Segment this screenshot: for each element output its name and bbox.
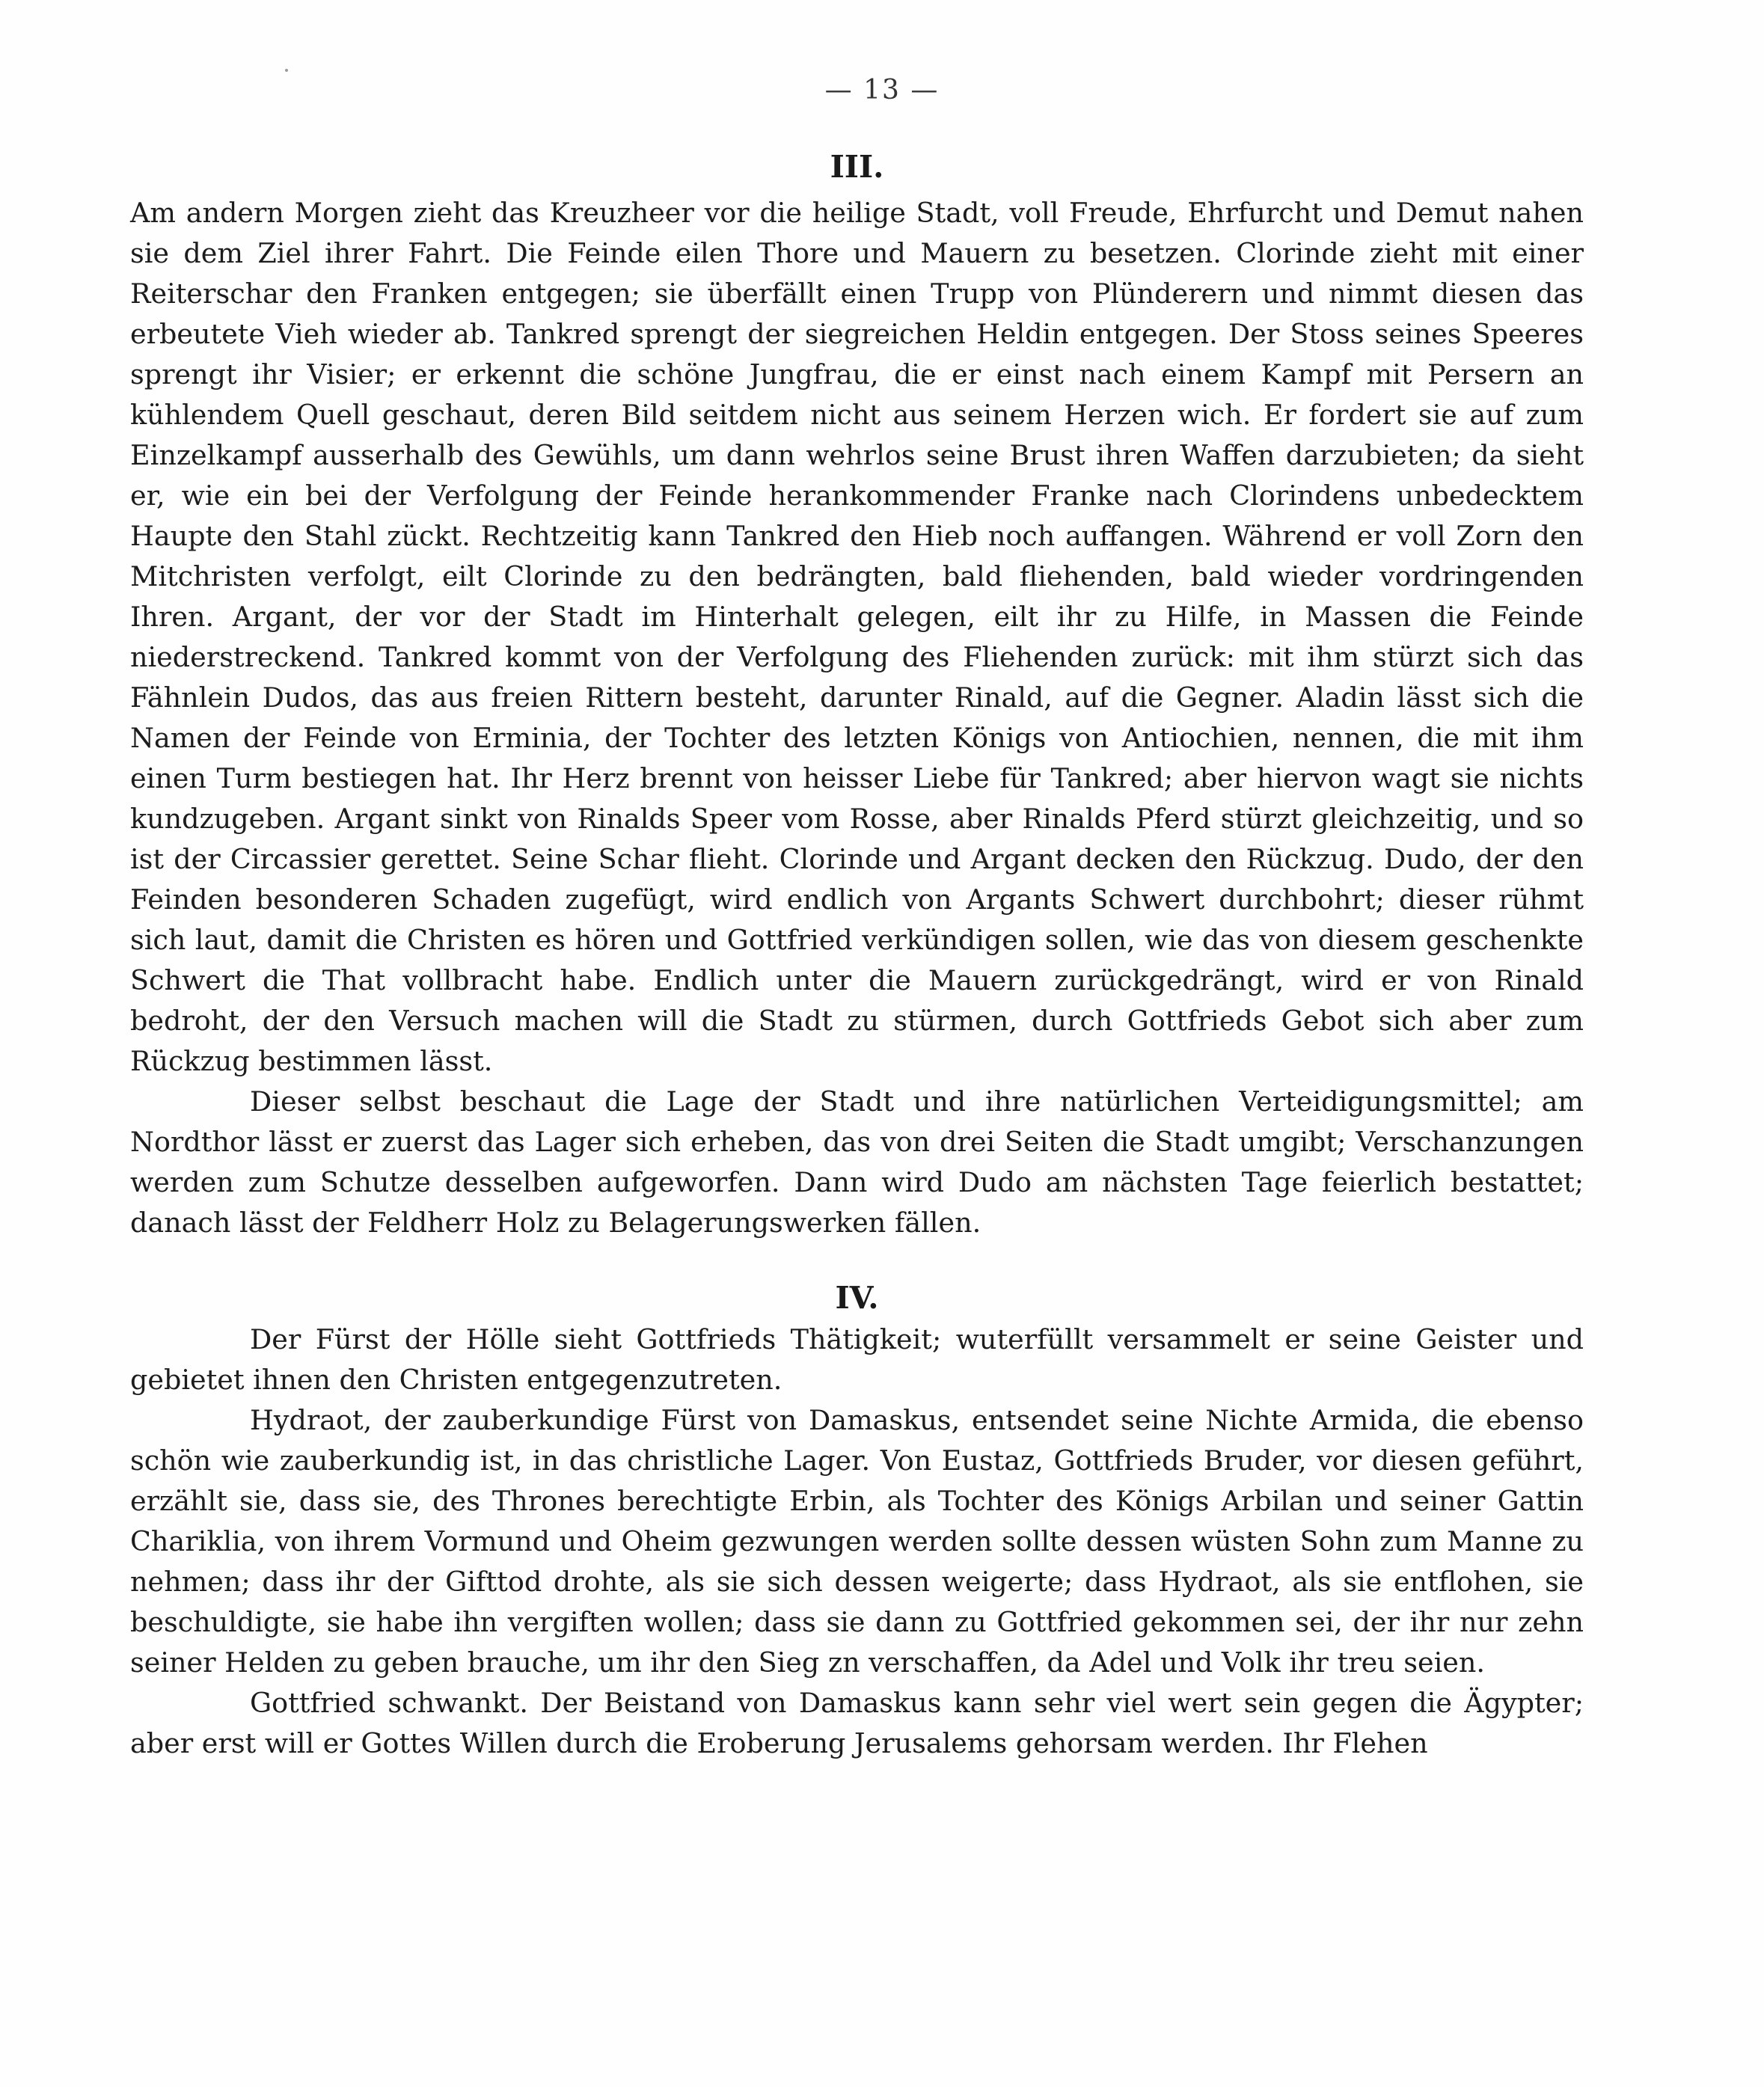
page-number: — 13 — xyxy=(824,75,940,105)
section-heading-iii: III. xyxy=(830,149,884,185)
paragraph-iv-1: Der Fürst der Hölle sieht Gottfrieds Thätigkeit; wuterfüllt versammelt er seine Geister und gebietet ihnen den Christen entgegenzutreten. xyxy=(130,1323,1584,1396)
paragraph-iii-1: Am andern Morgen zieht das Kreuzheer vor die heilige Stadt, voll Freude, Ehrfurcht und Demut nahen sie dem Ziel ihrer Fahrt. Die Feinde eilen Thore und Mauern zu besetzen. Clorinde zieht mit einer Reiterschar den Franken entgegen; sie überfällt einen Trupp von Plünderern und nimmt diesen das erbeutete Vieh wieder ab. Tankred sprengt der siegreichen Heldin entgegen. Der Stoss seines Speeres sprengt ihr Visier; er erkennt die schöne Jungfrau, die er einst nach einem Kampf mit Persern an kühlendem Quell geschaut, deren Bild seitdem nicht aus seinem Herzen wich. Er fordert sie auf zum Einzelkampf ausserhalb des Gewühls, um dann wehrlos seine Brust ihren Waffen darzubieten; da sieht er, wie ein bei der Verfolgung der Feinde herankommender Franke nach Clorindens unbedecktem Haupte den Stahl zückt. Rechtzeitig kann Tankred den Hieb noch auffangen. Während er voll Zorn den Mitchristen verfolgt, eilt Clorinde zu den bedrängten, bald fliehenden, bald wieder vordringenden Ihren. Argant, der vor der Stadt im Hinterhalt gelegen, eilt ihr zu Hilfe, in Massen die Feinde niederstreckend. Tankred kommt von der Verfolgung des Fliehenden zurück: mit ihm stürzt sich das Fähnlein Dudos, das aus freien Rittern besteht, darunter Rinald, auf die Gegner. Aladin lässt sich die Namen der Feinde von Erminia, der Tochter des letzten Königs von Antiochien, nennen, die mit ihm einen Turm bestiegen hat. Ihr Herz brennt von heisser Liebe für Tankred; aber hiervon wagt sie nichts kundzugeben. Argant sinkt von Rinalds Speer vom Rosse, aber Rinalds Pferd stürzt gleichzeitig, und so ist der Circassier gerettet. Seine Schar flieht. Clorinde und Argant decken den Rückzug. Dudo, der den Feinden besonderen Schaden zugefügt, wird endlich von Argants Schwert durchbohrt; dieser rühmt sich laut, damit die Christen es hören und Gottfried verkündigen sollen, wie das von diesem geschenkte Schwert die That vollbracht habe. Endlich unter die Mauern zurückgedrängt, wird er von Rinald bedroht, der den Versuch machen will die Stadt zu stürmen, durch Gottfrieds Gebot sich aber zum Rückzug bestimmen lässt. xyxy=(130,197,1584,1077)
print-speck xyxy=(285,69,288,72)
text-block xyxy=(130,142,1584,1764)
paragraph-iv-3: Gottfried schwankt. Der Beistand von Damaskus kann sehr viel wert sein gegen die Ägypter; aber erst will er Gottes Willen durch die Eroberung Jerusalems gehorsam werden. Ihr Flehen xyxy=(130,1687,1584,1759)
paragraph-iii-2: Dieser selbst beschaut die Lage der Stadt und ihre natürlichen Verteidigungsmittel; am Nordthor lässt er zuerst das Lager sich erheben, das von drei Seiten die Stadt umgibt; Verschanzungen werden zum Schutze desselben aufgeworfen. Dann wird Dudo am nächsten Tage feierlich bestattet; danach lässt der Feldherr Holz zu Belagerungswerken fällen. xyxy=(130,1085,1584,1239)
paragraph-iv-2: Hydraot, der zauberkundige Fürst von Damaskus, entsendet seine Nichte Armida, die ebenso schön wie zauberkundig ist, in das christliche Lager. Von Eustaz, Gottfrieds Bruder, vor diesen geführt, erzählt sie, dass sie, des Thrones berechtigte Erbin, als Tochter des Königs Arbilan und seiner Gattin Chariklia, von ihrem Vormund und Oheim gezwungen werden sollte dessen wüsten Sohn zum Manne zu nehmen; dass ihr der Gifttod drohte, als sie sich dessen weigerte; dass Hydraot, als sie entflohen, sie beschuldigte, sie habe ihn vergiften wollen; dass sie dann zu Gottfried gekommen sei, der ihr nur zehn seiner Helden zu geben brauche, um ihr den Sieg zn verschaffen, da Adel und Volk ihr treu seien. xyxy=(130,1404,1584,1679)
section-heading-iv: IV. xyxy=(835,1280,879,1316)
